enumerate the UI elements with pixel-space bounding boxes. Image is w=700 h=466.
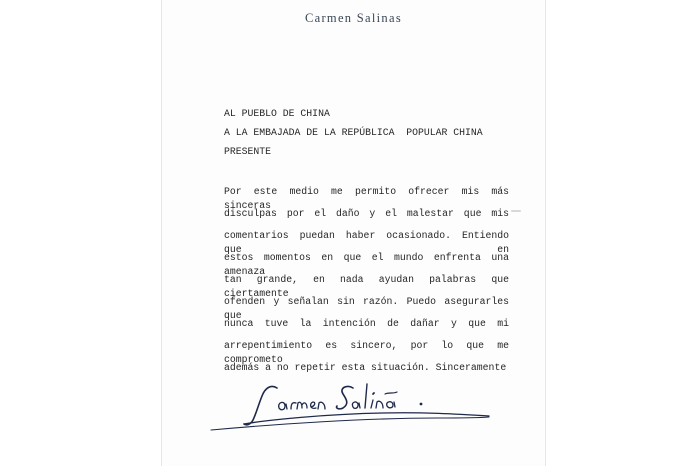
address-line-3: PRESENTE	[224, 146, 272, 157]
body-line-2: disculpas por el daño y el malestar que mis	[224, 208, 509, 219]
body-line-6: ofenden y señalan sin razón. Puedo asegurarles que	[224, 296, 509, 321]
body-line-8: arrepentimiento es sincero, por lo que me comprometo	[224, 340, 509, 365]
body-line-1: Por este medio me permito ofrecer mis más sinceras	[224, 186, 509, 211]
body-line-4: estos momentos en que el mundo enfrenta una amenaza	[224, 252, 509, 277]
letter-sheet	[161, 0, 546, 466]
body-line-5: tan grande, en nada ayudan palabras que ciertamente	[224, 274, 509, 299]
letterhead-name: Carmen Salinas	[304, 11, 402, 25]
body-line-9: además a no repetir esta situación. Sinceramente	[224, 362, 507, 373]
address-line-1: AL PUEBLO DE CHINA	[224, 108, 330, 119]
body-line-7: nunca tuve la intención de dañar y que mi	[224, 318, 509, 329]
body-line-3: comentarios puedan haber ocasionado. Entiendo que en	[224, 230, 509, 255]
handwritten-signature	[207, 370, 507, 440]
scan-speck	[511, 210, 521, 212]
address-line-2: A LA EMBAJADA DE LA REPÚBLICA POPULAR CHINA	[224, 127, 483, 138]
